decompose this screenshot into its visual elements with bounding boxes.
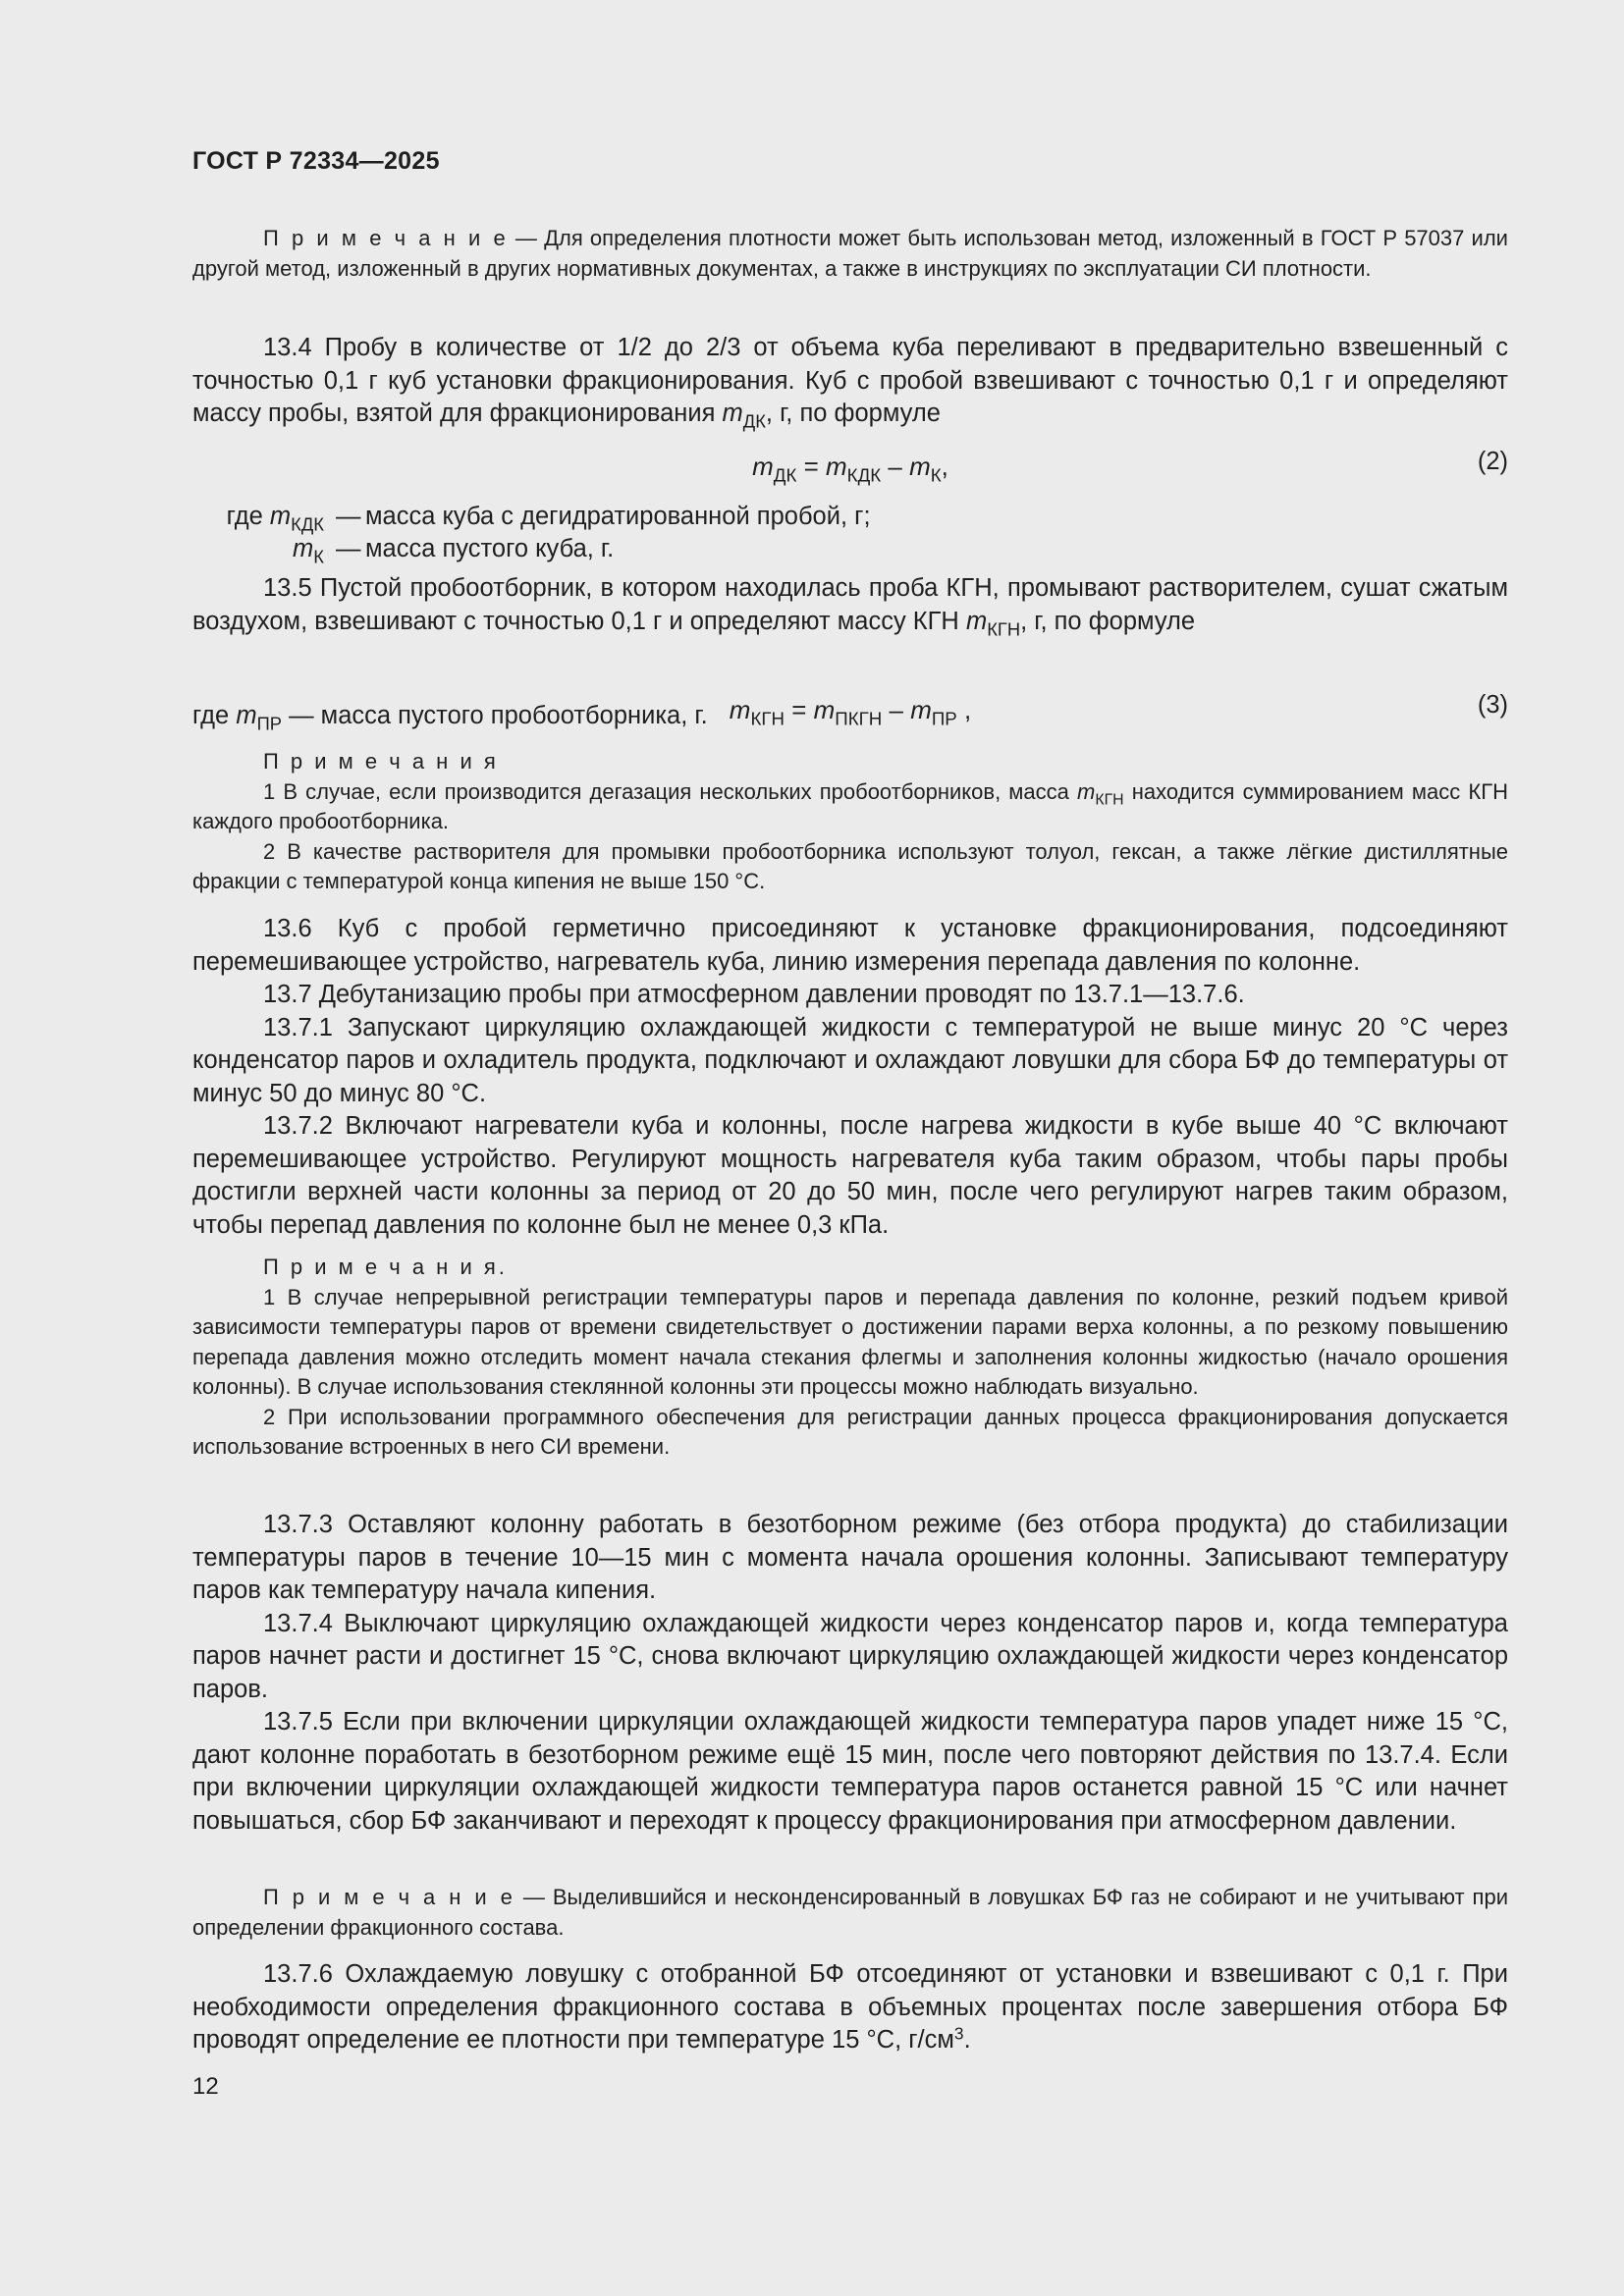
clause-13-5: 13.5 Пустой пробоотборник, в котором находилась проба КГН, промывают растворителем, сушат сжатым воздухом, взвешивают с точностью 0,1 г и определяют массу КГН $m_{КГН}$, г, по формуле xyxy=(192,574,1508,639)
clause-13-6: 13.6 Куб с пробой герметично присоединяют к установке фракционирования, подсоединяют перемешивающее устройство, нагреватель куба, линию измерения перепада давления по колонне. xyxy=(192,915,1508,976)
variable: m xyxy=(722,400,743,427)
formula-3: $m_{КГН} = m_{ПКГН} - m_{ПР}$ , (3) xyxy=(729,691,1508,729)
formula-number: (3) xyxy=(1477,691,1508,719)
clause-13-7-5: 13.7.5 Если при включении циркуляции охлаждающей жидкости температура паров упадет ниже 15 °С, дают колонне поработать в безотборном режиме ещё 15 мин, после чего повторяют действия по 13.7.4. Если при включении циркуляции охлаждающей жидкости температура паров останется равной 15 °С или начнет повышаться, сбор БФ заканчивают и переходят к процессу фракционирования при атмосферном давлении. xyxy=(192,1708,1508,1835)
notes-block-2 xyxy=(192,1253,1508,1463)
notes-block-1 xyxy=(192,747,1508,897)
formula-3-legend: где $m_{ПР}$ — масса пустого пробоотборника, г. xyxy=(192,702,708,734)
clauses-13-7-3-to-13-7-5 xyxy=(192,1509,1508,1838)
note-gas: П р и м е ч а н и е — Выделившийся и несконденсированный в ловушках БФ газ не собирают и не учитывают при определении фракционного состава. xyxy=(192,1885,1508,1940)
clause-13-7-3: 13.7.3 Оставляют колонну работать в безотборном режиме (без отбора продукта) до стабилизации температуры паров в течение 10—15 мин с момента начала орошения колонны. Записывают температуру паров как температуру начала кипения. xyxy=(192,1511,1508,1604)
legend-row: $m_К$ — масса пустого куба, г. xyxy=(293,535,615,567)
clause-13-4 xyxy=(192,332,1508,431)
clause-13-7-1: 13.7.1 Запускают циркуляцию охлаждающей жидкости с температурой не выше минус 20 °С через конденсатор паров и охладитель продукта, подключают и охлаждают ловушки для сбора БФ до температуры от минус 50 до минус 80 °С. xyxy=(192,1013,1508,1107)
note-item: 1 В случае непрерывной регистрации температуры паров и перепада давления по колонне, резкий подъем кривой зависимости температуры паров от времени свидетельствует о достижении парами верха колонны, а по резкому повышению перепада давления можно отследить момент начала стекания флегмы и заполнения колонны жидкостью (начало орошения колонны). В случае использования стеклянной колонны эти процессы можно наблюдать визуально. xyxy=(192,1284,1508,1399)
note-item: 1 В случае, если производится дегазация нескольких пробоотборников, масса $m_{КГН}$ находится суммированием масс КГН каждого пробоотборника. xyxy=(192,778,1509,833)
legend-row: где $m_{КДК}$ — масса куба с дегидратированной пробой, г; xyxy=(226,503,871,535)
clause-13-7-6: 13.7.6 Охлаждаемую ловушку с отобранной БФ отсоединяют от установки и взвешивают с 0,1 г. При необходимости определения фракционного состава в объемных процентах после завершения отбора БФ проводят определение ее плотности при температуре 15 °С, $г/см^3$. xyxy=(192,1960,1508,2054)
note-text: — Для определения плотности может быть использован метод, изложенный в ГОСТ Р 57037 или другой метод, изложенный в других нормативных документах, а также в инструкциях по эксплуатации СИ плотности. xyxy=(192,226,1508,281)
clause-13-7: 13.7 Дебутанизацию пробы при атмосферном давлении проводят по 13.7.1—13.7.6. xyxy=(263,981,1245,1008)
note-label: П р и м е ч а н и е xyxy=(263,226,509,250)
clause-13-7-2: 13.7.2 Включают нагреватели куба и колонны, после нагрева жидкости в кубе выше 40 °С включают перемешивающее устройство. Регулируют мощность нагревателя куба таким образом, чтобы пары пробы достигли верхней части колонны за период от 20 до 50 мин, после чего регулируют нагрев таким образом, чтобы перепад давления по колонне был не менее 0,3 кПа. xyxy=(192,1112,1508,1239)
clause-text: 13.4 Пробу в количестве от 1/2 до 2/3 от объема куба переливают в предварительно взвешенный с точностью 0,1 г куб установки фракционирования. Куб с пробой взвешивают с точностью 0,1 г и определяют массу пробы, взятой для фракционирования xyxy=(192,334,1508,427)
formula-number: (2) xyxy=(1477,448,1508,475)
variable-subscript: ДК xyxy=(742,410,766,432)
clause-13-7-4: 13.7.4 Выключают циркуляцию охлаждающей жидкости через конденсатор паров и, когда температура паров начнет расти и достигнет 15 °С, снова включают циркуляцию охлаждающей жидкости через конденсатор паров. xyxy=(192,1609,1508,1703)
clause-text-tail: , г, по формуле xyxy=(765,400,941,427)
page-number: 12 xyxy=(192,2073,219,2100)
note-label: П р и м е ч а н и е xyxy=(263,1885,515,1909)
document-header: ГОСТ Р 72334—2025 xyxy=(192,147,440,175)
formula-2-legend xyxy=(192,501,1508,565)
note-item: 2 В качестве растворителя для промывки пробоотборника используют толуол, гексан, а также лёгкие дистиллятные фракции с температурой конца кипения не выше 150 °С. xyxy=(192,838,1508,893)
formula-2: $m_{ДК} = m_{КДК} - m_К$, (2) xyxy=(752,448,1508,486)
notes-label: П р и м е ч а н и я xyxy=(263,749,499,774)
notes-label: П р и м е ч а н и я. xyxy=(263,1255,508,1279)
note-item: 2 При использовании программного обеспечения для регистрации данных процесса фракционирования допускается использование встроенных в него СИ времени. xyxy=(192,1404,1508,1459)
note-density xyxy=(192,224,1508,284)
clauses-13-6-to-13-7-2 xyxy=(192,913,1508,1242)
